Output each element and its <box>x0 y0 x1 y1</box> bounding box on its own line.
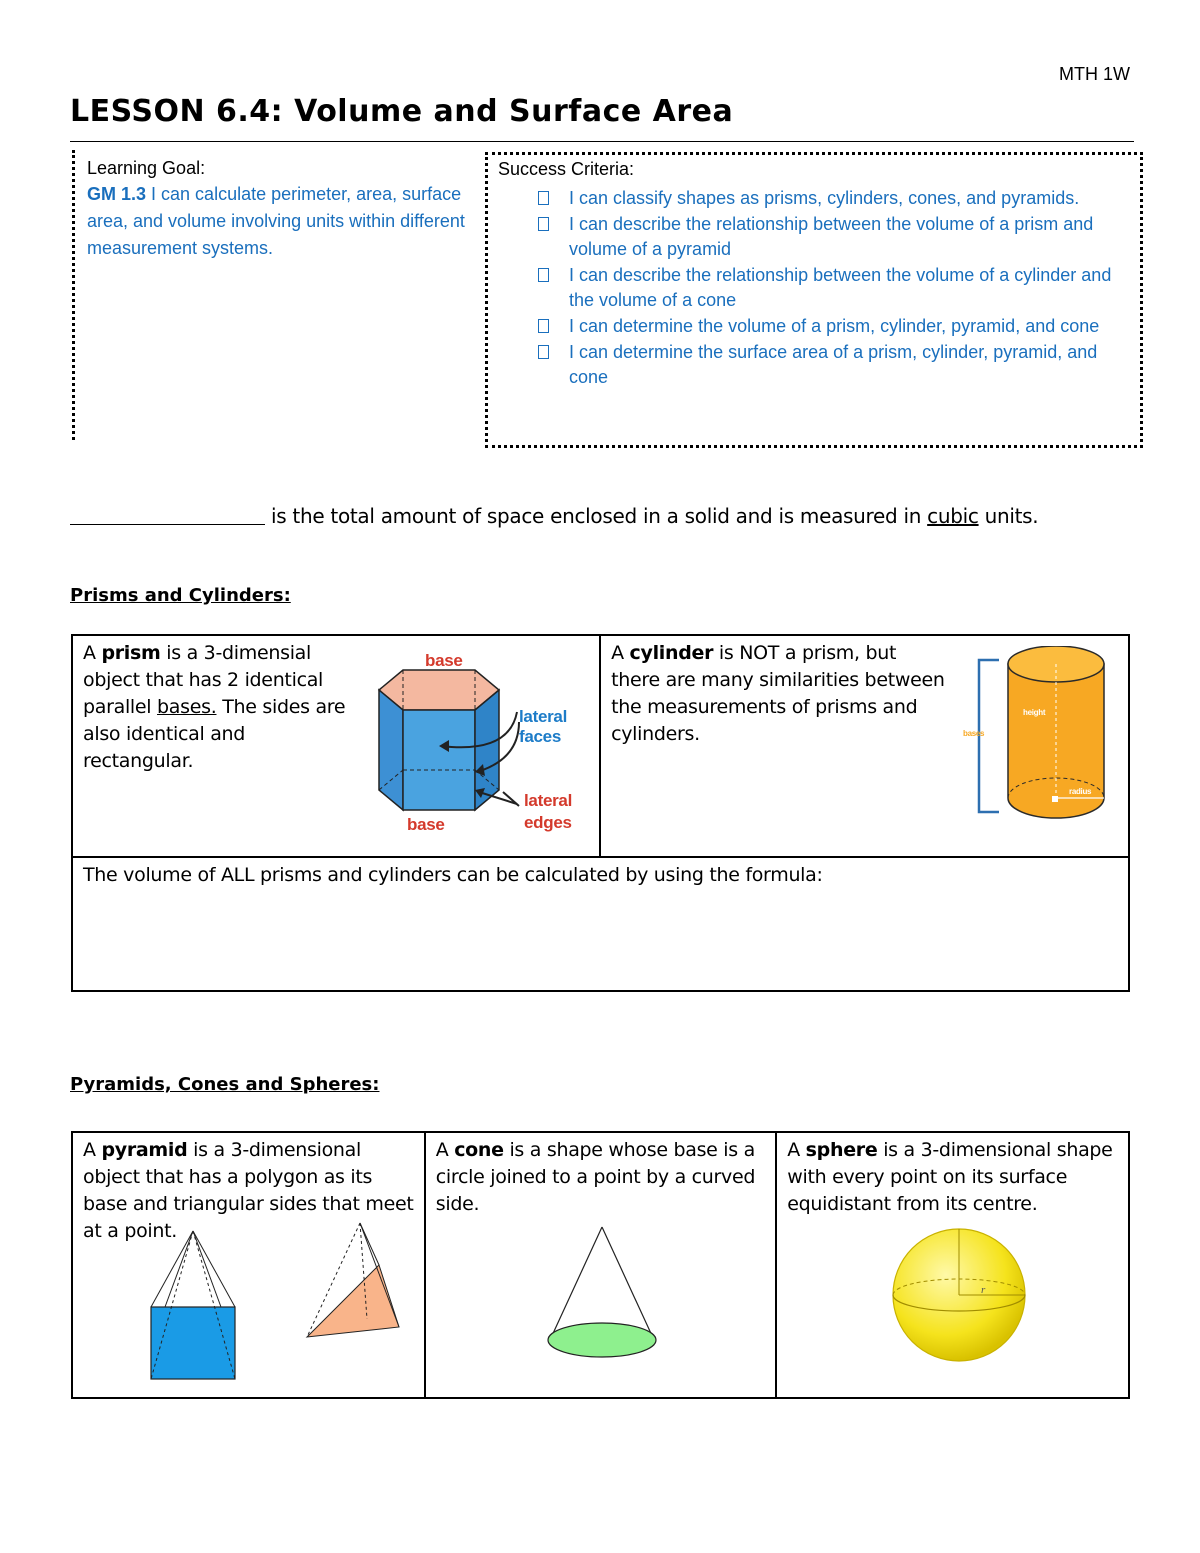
pyramid-cell <box>72 1132 425 1398</box>
formula-cell[interactable] <box>72 857 1129 991</box>
learning-goal-text <box>87 181 468 262</box>
lateral-edges-label-1: lateral <box>524 791 572 810</box>
height-label: height <box>1023 708 1046 717</box>
criteria-item-text: I can determine the surface area of a prism, cylinder, pyramid, and cone <box>569 342 1098 387</box>
sphere-description: A sphere is a 3-dimensional shape with every point on its surface equidistant from its centre. <box>787 1139 1113 1215</box>
hexagonal-prism-diagram <box>369 644 589 844</box>
cylinder-description: A cylinder is NOT a prism, but there are many similarities between the measurements of prisms and cylinders. <box>611 642 945 745</box>
sphere-radius-label: r <box>981 1284 986 1296</box>
checkbox-icon <box>538 319 549 333</box>
page-title: LESSON 6.4: Volume and Surface Area <box>70 94 734 129</box>
definition-underlined: cubic <box>927 504 979 528</box>
criteria-item <box>498 212 1129 262</box>
criteria-item <box>498 340 1129 390</box>
criteria-item <box>498 186 1129 211</box>
criteria-item-text: I can describe the relationship between the volume of a cylinder and the volume of a cone <box>569 265 1112 310</box>
sphere-term: sphere <box>805 1139 878 1161</box>
lateral-faces-label-1: lateral <box>519 707 567 726</box>
bases-underlined: bases. <box>157 696 217 718</box>
success-criteria-list <box>498 186 1130 390</box>
learning-goal-box <box>72 150 468 440</box>
base-bottom-label: base <box>407 815 445 834</box>
base-top-label: base <box>425 651 463 670</box>
lateral-faces-label-2: faces <box>519 727 561 746</box>
criteria-item <box>498 314 1129 339</box>
formula-prompt: The volume of ALL prisms and cylinders can be calculated by using the formula: <box>83 864 823 886</box>
checkbox-icon <box>538 268 549 282</box>
success-criteria-label: Success Criteria: <box>498 159 635 179</box>
pyramid-diagrams <box>143 1219 423 1399</box>
criteria-item-text: I can classify shapes as prisms, cylinders, cones, and pyramids. <box>569 188 1080 208</box>
cylinder-term: cylinder <box>629 642 714 664</box>
definition-text: is the total amount of space enclosed in a solid and is measured in <box>271 504 928 528</box>
cylinder-cell <box>600 635 1129 857</box>
learning-goal-statement: I can calculate perimeter, area, surface area, and volume involving units within different measurement systems. <box>87 184 465 258</box>
lateral-edges-label-2: edges <box>524 813 572 832</box>
criteria-item-text: I can describe the relationship between the volume of a prism and volume of a pyramid <box>569 214 1094 259</box>
criteria-item <box>498 263 1129 313</box>
cylinder-diagram <box>959 646 1109 828</box>
prism-term: prism <box>101 642 161 664</box>
pyramid-description: A pyramid is a 3-dimensional object that has a polygon as its base and triangular sides that meet at a point. <box>83 1139 414 1242</box>
learning-goal-label: Learning Goal: <box>87 158 206 178</box>
cone-cell <box>425 1132 776 1398</box>
checkbox-icon <box>538 217 549 231</box>
title-divider <box>70 141 1134 142</box>
prism-description: A prism is a 3-dimensial object that has 2 identical parallel bases. The sides are also identical and rectangular. <box>83 642 346 772</box>
success-criteria-box <box>485 152 1143 448</box>
criteria-item-text: I can determine the volume of a prism, cylinder, pyramid, and cone <box>569 316 1100 336</box>
sphere-cell <box>776 1132 1129 1398</box>
sphere-diagram <box>889 1225 1029 1365</box>
checkbox-icon <box>538 345 549 359</box>
learning-goal-code: GM 1.3 <box>87 184 147 204</box>
definition-text-end: units. <box>978 504 1039 528</box>
checkbox-icon <box>538 191 549 205</box>
cone-term: cone <box>454 1139 504 1161</box>
fill-in-blank[interactable] <box>70 524 265 525</box>
course-code: MTH 1W <box>1059 64 1130 84</box>
pyramid-term: pyramid <box>101 1139 188 1161</box>
prisms-heading: Prisms and Cylinders: <box>70 585 291 606</box>
cone-description: A cone is a shape whose base is a circle joined to a point by a curved side. <box>435 1139 756 1215</box>
prism-cell <box>72 635 600 857</box>
pyramids-table <box>71 1131 1130 1399</box>
pyramids-heading: Pyramids, Cones and Spheres: <box>70 1074 380 1095</box>
bases-label: bases <box>963 729 985 738</box>
cone-diagram <box>544 1223 664 1363</box>
volume-definition <box>70 504 1038 528</box>
radius-label: radius <box>1069 787 1092 796</box>
prisms-table <box>71 634 1130 992</box>
